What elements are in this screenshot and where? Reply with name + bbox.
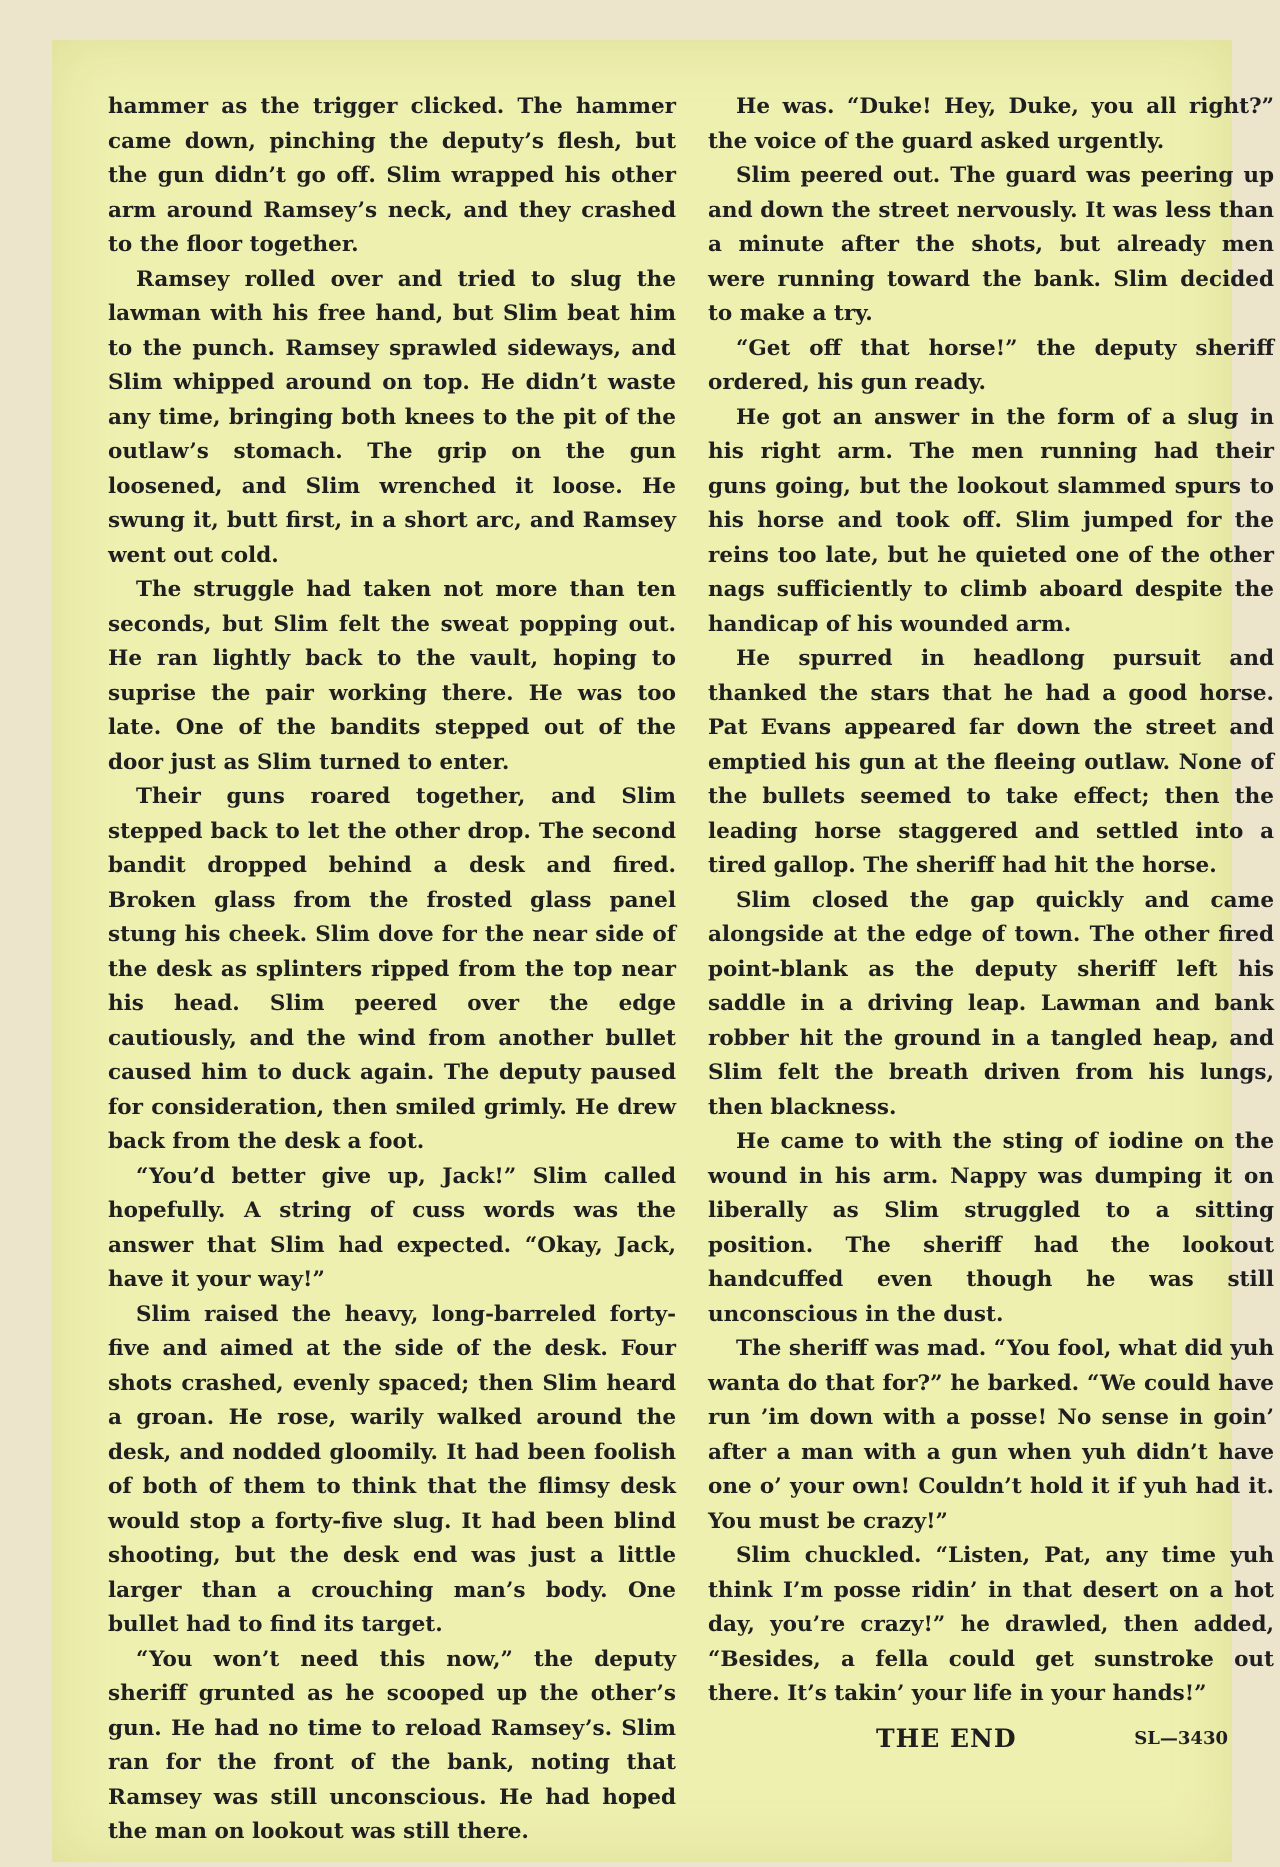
story-footer (876, 1724, 1228, 1760)
paragraph: The sheriff was mad. “You fool, what did yuh wanta do that for?” he barked. “We could have run ’im down with a posse! No sense in goin’ after a man with a gun when yuh didn’t have one o’ your own! Couldn’t hold it if yuh had it. You must be crazy!” (708, 1336, 1274, 1534)
paragraph: Slim peered out. The guard was peering up and down the street nervously. It was less than a minute after the shots, but already men were running toward the bank. Slim decided to make a try. (708, 163, 1274, 326)
paragraph: Slim closed the gap quickly and came alongside at the edge of town. The other fired point-blank as the deputy sheriff left his saddle in a driving leap. Lawman and bank robber hit the ground in a tangled heap, and Slim felt the breath driven from his lungs, then blackness. (708, 887, 1274, 1120)
paragraph: Ramsey rolled over and tried to slug the lawman with his free hand, but Slim beat him to the punch. Ramsey sprawled sideways, and Slim whipped around on top. He didn’t waste any time, bringing both knees to the pit of the outlaw’s stomach. The grip on the gun loosened, and Slim wrenched it loose. He swung it, butt first, in a short arc, and Ramsey went out cold. (108, 266, 676, 568)
paragraph: hammer as the trigger clicked. The hammer came down, pinching the deputy’s flesh, but the gun didn’t go off. Slim wrapped his other arm around Ramsey’s neck, and they crashed to the floor together. (108, 94, 676, 257)
right-column (708, 90, 1274, 1712)
paragraph: He was. “Duke! Hey, Duke, you all right?” the voice of the guard asked urgently. (708, 94, 1274, 154)
paragraph: Slim chuckled. “Listen, Pat, any time yuh think I’m posse ridin’ in that desert on a hot day, you’re crazy!” he drawled, then added, “Besides, a fella could get sunstroke out there. It’s takin’ your life in your hands!” (708, 1543, 1274, 1706)
story-code: SL—3430 (1134, 1728, 1228, 1749)
the-end-label: THE END (876, 1724, 1017, 1753)
paragraph: The struggle had taken not more than ten seconds, but Slim felt the sweat popping out. He ran lightly back to the vault, hoping to suprise the pair working there. He was too late. One of the bandits stepped out of the door just as Slim turned to enter. (108, 577, 676, 775)
paragraph: He got an answer in the form of a slug in his right arm. The men running had their guns going, but the lookout slammed spurs to his horse and took off. Slim jumped for the reins too late, but he quieted one of the other nags sufficiently to climb aboard despite the handicap of his wounded arm. (708, 404, 1274, 637)
paragraph: Their guns roared together, and Slim stepped back to let the other drop. The second bandit dropped behind a desk and fired. Broken glass from the frosted glass panel stung his cheek. Slim dove for the near side of the desk as splinters ripped from the top near his head. Slim peered over the edge cautiously, and the wind from another bullet caused him to duck again. The deputy paused for consideration, then smiled grimly. He drew back from the desk a foot. (108, 784, 676, 1154)
paragraph: He spurred in headlong pursuit and thanked the stars that he had a good horse. Pat Evans appeared far down the street and emptied his gun at the fleeing outlaw. None of the bullets seemed to take effect; then the leading horse staggered and settled into a tired gallop. The sheriff had hit the horse. (708, 646, 1274, 878)
printed-page (52, 40, 1274, 1862)
paragraph: “Get off that horse!” the deputy sheriff ordered, his gun ready. (708, 335, 1274, 395)
paragraph: “You won’t need this now,” the deputy sheriff grunted as he scooped up the other’s gun. He had no time to reload Ramsey’s. Slim ran for the front of the bank, noting that Ramsey was still unconscious. He had hoped the man on lookout was still there. (108, 1646, 676, 1844)
left-column (108, 90, 676, 1850)
paragraph: He came to with the sting of iodine on the wound in his arm. Nappy was dumping it on liberally as Slim struggled to a sitting position. The sheriff had the lookout handcuffed even though he was still unconscious in the dust. (708, 1129, 1274, 1327)
paragraph: Slim raised the heavy, long-barreled forty-five and aimed at the side of the desk. Four shots crashed, evenly spaced; then Slim heard a groan. He rose, warily walked around the desk, and nodded gloomily. It had been foolish of both of them to think that the flimsy desk would stop a forty-five slug. It had been blind shooting, but the desk end was just a little larger than a crouching man’s body. One bullet had to find its target. (108, 1301, 676, 1637)
paragraph: “You’d better give up, Jack!” Slim called hopefully. A string of cuss words was the answer that Slim had expected. “Okay, Jack, have it your way!” (108, 1163, 676, 1292)
